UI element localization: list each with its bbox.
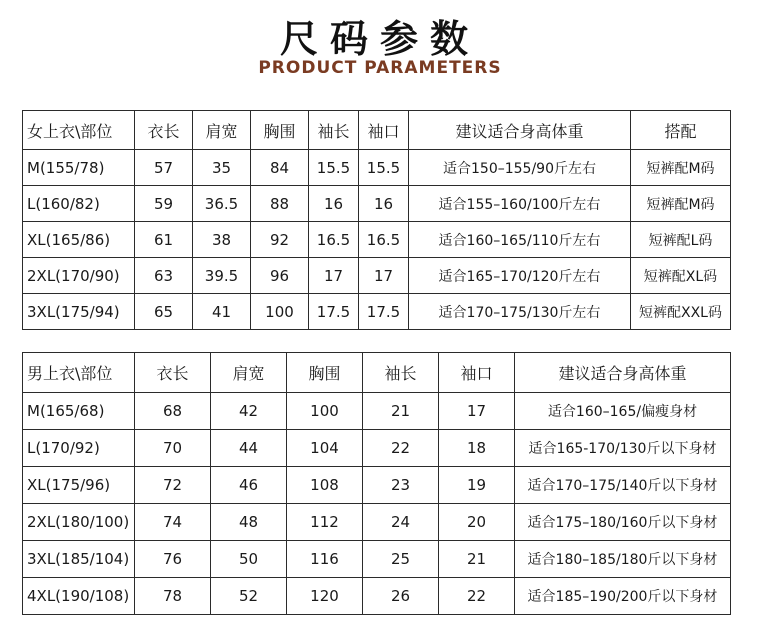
men-cell: 适合180–185/180斤以下身材 xyxy=(515,541,731,578)
women-cell: 短裤配XL码 xyxy=(631,258,731,294)
women-cell: 17 xyxy=(359,258,409,294)
table-row xyxy=(23,294,731,330)
men-cell: 42 xyxy=(211,393,287,430)
men-cell: 适合160–165/偏瘦身材 xyxy=(515,393,731,430)
women-header-cell: 衣长 xyxy=(135,111,193,150)
women-header-cell: 袖长 xyxy=(309,111,359,150)
men-cell: 适合170–175/140斤以下身材 xyxy=(515,467,731,504)
men-cell: 50 xyxy=(211,541,287,578)
women-cell: 96 xyxy=(251,258,309,294)
women-size-table xyxy=(22,110,731,330)
table-row xyxy=(23,258,731,294)
table-row xyxy=(23,186,731,222)
men-header-cell: 胸围 xyxy=(287,353,363,393)
women-cell: 36.5 xyxy=(193,186,251,222)
women-cell: 100 xyxy=(251,294,309,330)
men-header-cell: 袖口 xyxy=(439,353,515,393)
men-cell: 22 xyxy=(363,430,439,467)
men-cell: 46 xyxy=(211,467,287,504)
women-cell: 57 xyxy=(135,150,193,186)
women-cell: 61 xyxy=(135,222,193,258)
men-cell: 适合175–180/160斤以下身材 xyxy=(515,504,731,541)
women-cell: L(160/82) xyxy=(23,186,135,222)
men-cell: 19 xyxy=(439,467,515,504)
men-cell: 21 xyxy=(439,541,515,578)
men-cell: 74 xyxy=(135,504,211,541)
men-cell: 20 xyxy=(439,504,515,541)
women-cell: 17.5 xyxy=(359,294,409,330)
men-cell: 24 xyxy=(363,504,439,541)
women-cell: 15.5 xyxy=(359,150,409,186)
women-cell: 17 xyxy=(309,258,359,294)
women-header-cell: 建议适合身高体重 xyxy=(409,111,631,150)
women-cell: 39.5 xyxy=(193,258,251,294)
women-cell: 短裤配M码 xyxy=(631,150,731,186)
men-cell: 18 xyxy=(439,430,515,467)
women-cell: 84 xyxy=(251,150,309,186)
women-header-cell: 袖口 xyxy=(359,111,409,150)
men-cell: 120 xyxy=(287,578,363,615)
women-cell: 短裤配L码 xyxy=(631,222,731,258)
women-cell: 适合165–170/120斤左右 xyxy=(409,258,631,294)
men-cell: 68 xyxy=(135,393,211,430)
women-cell: 适合150–155/90斤左右 xyxy=(409,150,631,186)
men-cell: 104 xyxy=(287,430,363,467)
women-header-cell: 肩宽 xyxy=(193,111,251,150)
men-header-cell: 男上衣\部位 xyxy=(23,353,135,393)
men-cell: 4XL(190/108) xyxy=(23,578,135,615)
women-header-row xyxy=(23,111,731,150)
men-cell: 适合185–190/200斤以下身材 xyxy=(515,578,731,615)
women-cell: 17.5 xyxy=(309,294,359,330)
table-row xyxy=(23,504,731,541)
men-cell: 76 xyxy=(135,541,211,578)
men-cell: 108 xyxy=(287,467,363,504)
women-cell: 41 xyxy=(193,294,251,330)
men-cell: 26 xyxy=(363,578,439,615)
men-header-cell: 肩宽 xyxy=(211,353,287,393)
women-cell: 88 xyxy=(251,186,309,222)
women-cell: 65 xyxy=(135,294,193,330)
men-cell: M(165/68) xyxy=(23,393,135,430)
men-cell: 适合165-170/130斤以下身材 xyxy=(515,430,731,467)
women-cell: 短裤配M码 xyxy=(631,186,731,222)
men-cell: 21 xyxy=(363,393,439,430)
men-cell: 22 xyxy=(439,578,515,615)
men-cell: L(170/92) xyxy=(23,430,135,467)
table-row xyxy=(23,222,731,258)
page-title: 尺码参数 xyxy=(279,17,480,61)
men-header-cell: 袖长 xyxy=(363,353,439,393)
men-cell: 100 xyxy=(287,393,363,430)
women-header-cell: 胸围 xyxy=(251,111,309,150)
women-cell: 16.5 xyxy=(309,222,359,258)
men-header-row xyxy=(23,353,731,393)
women-cell: 适合160–165/110斤左右 xyxy=(409,222,631,258)
men-cell: 25 xyxy=(363,541,439,578)
men-size-table xyxy=(22,352,731,615)
women-cell: 16 xyxy=(309,186,359,222)
women-cell: 35 xyxy=(193,150,251,186)
women-cell: XL(165/86) xyxy=(23,222,135,258)
men-header-cell: 建议适合身高体重 xyxy=(515,353,731,393)
table-row xyxy=(23,541,731,578)
women-header-cell: 女上衣\部位 xyxy=(23,111,135,150)
women-cell: 92 xyxy=(251,222,309,258)
women-cell: 16 xyxy=(359,186,409,222)
men-cell: 70 xyxy=(135,430,211,467)
men-cell: 72 xyxy=(135,467,211,504)
women-cell: 63 xyxy=(135,258,193,294)
men-cell: 44 xyxy=(211,430,287,467)
men-cell: 78 xyxy=(135,578,211,615)
women-cell: 59 xyxy=(135,186,193,222)
women-cell: 短裤配XXL码 xyxy=(631,294,731,330)
men-cell: 2XL(180/100) xyxy=(23,504,135,541)
men-cell: 48 xyxy=(211,504,287,541)
table-row xyxy=(23,430,731,467)
women-cell: 2XL(170/90) xyxy=(23,258,135,294)
men-cell: 3XL(185/104) xyxy=(23,541,135,578)
men-cell: 116 xyxy=(287,541,363,578)
men-header-cell: 衣长 xyxy=(135,353,211,393)
men-cell: 17 xyxy=(439,393,515,430)
table-row xyxy=(23,393,731,430)
men-cell: XL(175/96) xyxy=(23,467,135,504)
table-row xyxy=(23,150,731,186)
table-row xyxy=(23,578,731,615)
men-cell: 112 xyxy=(287,504,363,541)
women-cell: 3XL(175/94) xyxy=(23,294,135,330)
women-header-cell: 搭配 xyxy=(631,111,731,150)
women-cell: 16.5 xyxy=(359,222,409,258)
women-cell: M(155/78) xyxy=(23,150,135,186)
men-cell: 52 xyxy=(211,578,287,615)
page-subtitle: PRODUCT PARAMETERS xyxy=(258,58,502,78)
women-cell: 38 xyxy=(193,222,251,258)
women-cell: 适合155–160/100斤左右 xyxy=(409,186,631,222)
women-cell: 适合170–175/130斤左右 xyxy=(409,294,631,330)
men-cell: 23 xyxy=(363,467,439,504)
women-cell: 15.5 xyxy=(309,150,359,186)
table-row xyxy=(23,467,731,504)
